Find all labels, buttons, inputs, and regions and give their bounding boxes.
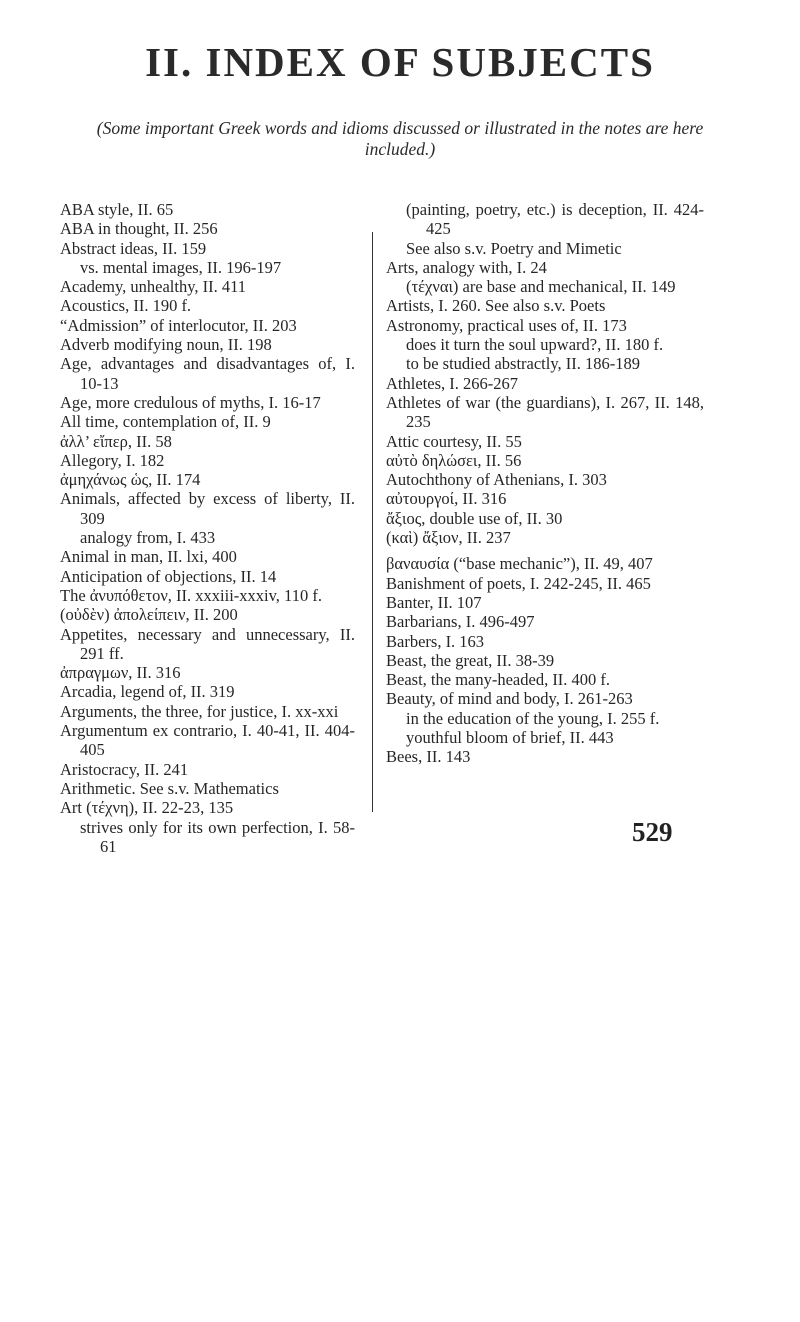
- page-subtitle: (Some important Greek words and idioms discussed or illustrated in the notes are here included.): [96, 118, 704, 159]
- index-subentry: vs. mental images, II. 196-197: [80, 257, 282, 277]
- index-subentry: See also s.v. Poetry and Mimetic: [406, 238, 622, 258]
- index-entry: Attic courtesy, II. 55: [386, 431, 522, 451]
- index-subentry: analogy from, I. 433: [80, 528, 216, 548]
- index-entry: Bees, II. 143: [386, 747, 471, 767]
- index-entry: Academy, unhealthy, II. 411: [60, 277, 247, 297]
- index-entry: Barbarians, I. 496-497: [386, 612, 535, 632]
- index-entry: Beast, the many-headed, II. 400 f.: [386, 670, 611, 690]
- index-entry: “Admission” of interlocutor, II. 203: [60, 315, 297, 335]
- index-entry: Barbers, I. 163: [386, 631, 485, 651]
- index-entry: (καὶ) ἄξιον, II. 237: [386, 528, 511, 548]
- right-column: [386, 200, 704, 767]
- index-entry: αὐτὸ δηλώσει, II. 56: [386, 450, 522, 470]
- index-subentry: (painting, poetry, etc.) is deception, II. 424-425: [406, 200, 704, 239]
- page-title: II. INDEX OF SUBJECTS: [145, 39, 655, 85]
- index-subentry: youthful bloom of brief, II. 443: [406, 728, 614, 748]
- index-entry: Banter, II. 107: [386, 592, 482, 612]
- index-entry: Acoustics, II. 190 f.: [60, 296, 192, 316]
- index-entry: Adverb modifying noun, II. 198: [60, 335, 272, 355]
- index-entry: Allegory, I. 182: [60, 450, 165, 470]
- index-entry: Autochthony of Athenians, I. 303: [386, 470, 607, 490]
- index-entry: ἀμηχάνως ὡς, II. 174: [60, 470, 201, 490]
- index-entry: Artists, I. 260. See also s.v. Poets: [386, 296, 606, 316]
- index-entry: Beast, the great, II. 38-39: [386, 650, 555, 670]
- index-entry: Animals, affected by excess of liberty, II. 309: [60, 489, 355, 528]
- spacer: [386, 547, 704, 554]
- index-entry: Arts, analogy with, I. 24: [386, 257, 547, 277]
- index-entry: Arcadia, legend of, II. 319: [60, 682, 235, 702]
- index-entry: βαναυσία (“base mechanic”), II. 49, 407: [386, 554, 653, 574]
- index-entry: Aristocracy, II. 241: [60, 759, 189, 779]
- index-entry: Arguments, the three, for justice, I. xx-xxi: [60, 701, 339, 721]
- index-entry: Astronomy, practical uses of, II. 173: [386, 315, 627, 335]
- index-entry: Anticipation of objections, II. 14: [60, 566, 277, 586]
- index-entry: ἀλλ’ εἴπερ, II. 58: [60, 431, 172, 451]
- index-entry: Beauty, of mind and body, I. 261-263: [386, 689, 633, 709]
- index-subentry: strives only for its own perfection, I. 58-61: [80, 817, 355, 856]
- index-entry: Appetites, necessary and unnecessary, II. 291 ff.: [60, 624, 355, 663]
- index-entry: ἄξιος, double use of, II. 30: [386, 508, 563, 528]
- index-entry: Argumentum ex contrario, I. 40-41, II. 404-405: [60, 721, 355, 760]
- column-divider: [372, 232, 373, 812]
- left-column: [60, 200, 355, 856]
- index-entry: Banishment of poets, I. 242-245, II. 465: [386, 573, 651, 593]
- index-subentry: does it turn the soul upward?, II. 180 f.: [406, 335, 664, 355]
- index-subentry: to be studied abstractly, II. 186-189: [406, 354, 640, 374]
- index-entry: Animal in man, II. lxi, 400: [60, 547, 237, 567]
- index-entry: Arithmetic. See s.v. Mathematics: [60, 778, 279, 798]
- index-entry: αὐτουργοί, II. 316: [386, 489, 507, 509]
- page-number: 529: [632, 817, 673, 847]
- index-entry: Age, advantages and disadvantages of, I. 10-13: [60, 354, 355, 393]
- index-entry: The ἀνυπόθετον, II. xxxiii-xxxiv, 110 f.: [60, 585, 322, 605]
- index-entry: ἀπραγμων, II. 316: [60, 663, 181, 683]
- index-entry: Age, more credulous of myths, I. 16-17: [60, 392, 321, 412]
- index-subentry: (τέχναι) are base and mechanical, II. 149: [406, 277, 676, 297]
- index-entry: ABA in thought, II. 256: [60, 219, 218, 239]
- index-entry: Art (τέχνη), II. 22-23, 135: [60, 798, 234, 818]
- index-entry: ABA style, II. 65: [60, 200, 174, 219]
- index-entry: Abstract ideas, II. 159: [60, 238, 207, 258]
- index-entry: Athletes, I. 266-267: [386, 373, 518, 393]
- index-entry: (οὐδὲν) ἀπολείπειν, II. 200: [60, 605, 238, 625]
- index-entry: All time, contemplation of, II. 9: [60, 412, 271, 432]
- index-entry: Athletes of war (the guardians), I. 267, II. 148, 235: [386, 392, 704, 432]
- index-subentry: in the education of the young, I. 255 f.: [406, 708, 660, 728]
